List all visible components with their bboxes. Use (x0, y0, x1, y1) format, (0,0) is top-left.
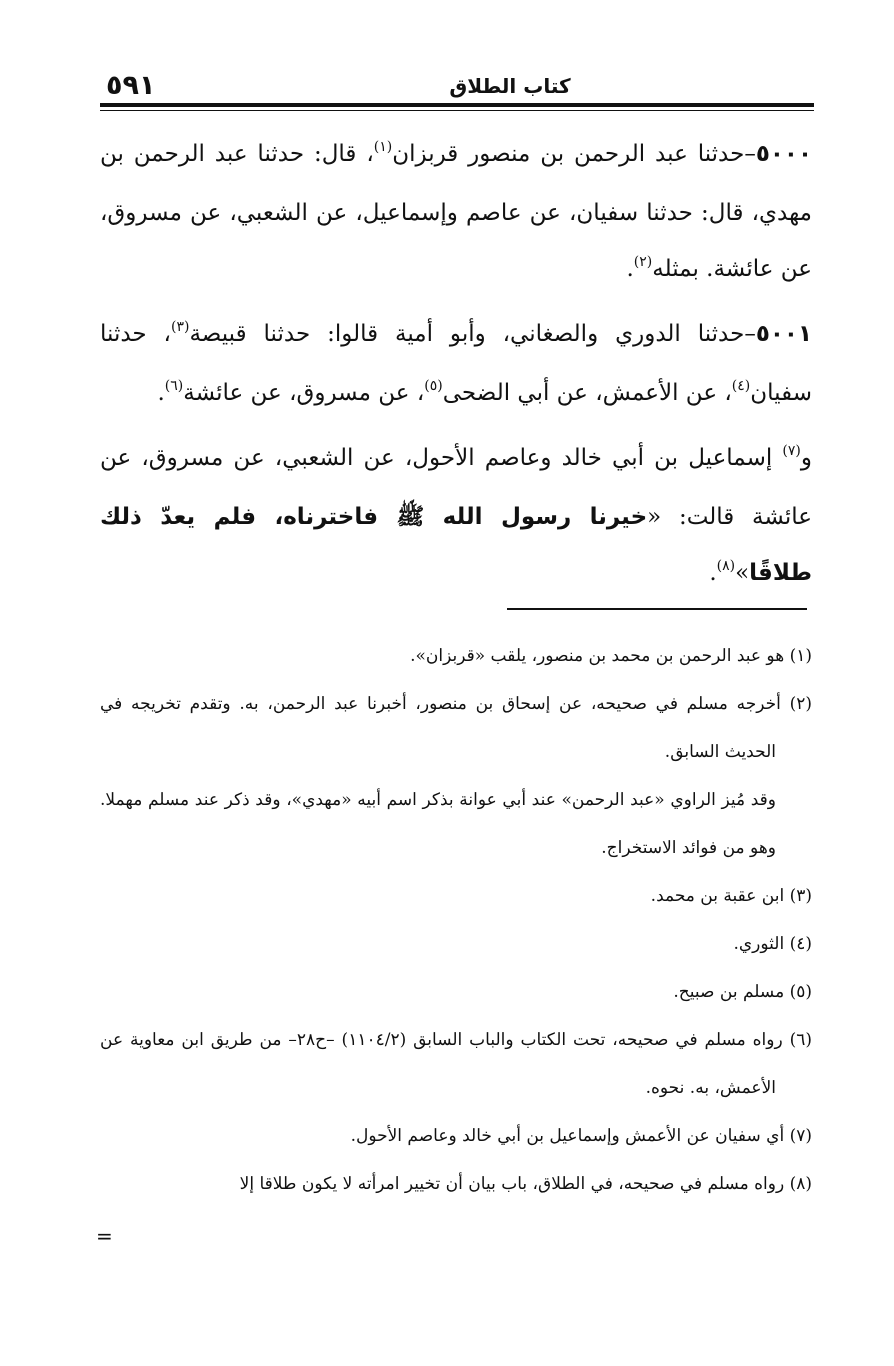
footnote-6: (٦) رواه مسلم في صحيحه، تحت الكتاب والباب السابق (١١٠٤/٢) –ح٢٨– من طريق ابن معاوية عن الأعمش، به. نحوه. (100, 1030, 812, 1098)
footnote-ref: (٨) (716, 558, 736, 574)
footnote-ref: (٢) (633, 254, 653, 270)
continuation-mark: = (96, 1224, 113, 1248)
footnotes (100, 632, 812, 1208)
footnote-2: (٢) أخرجه مسلم في صحيحه، عن إسحاق بن منصور، أخبرنا عبد الرحمن، به. وتقدم تخريجه في الحديث السابق. (100, 694, 812, 762)
footnote-7: (٧) أي سفيان عن الأعمش وإسماعيل بن أبي خالد وعاصم الأحول. (350, 1126, 812, 1146)
hadith-text: ، عن الأعمش، عن أبي الضحى (442, 380, 732, 406)
footnote-ref: (٣) (170, 319, 190, 335)
hadith-text: ، قال: حدثنا عبد الرحمن بن مهدي، قال: حدثنا سفيان، عن عاصم وإسماعيل، عن الشعبي، عن مسروق، عن عائشة. بمثله (100, 141, 812, 282)
footnote-3: (٣) ابن عقبة بن محمد. (650, 886, 812, 906)
footnote-ref: (٥) (424, 378, 443, 394)
footnote-4: (٤) الثوري. (733, 934, 812, 954)
hadith-continuation (100, 430, 812, 604)
hadith-text: . (626, 256, 634, 282)
hadith-text: . (157, 380, 165, 406)
hadith-5001 (100, 306, 812, 424)
hadith-text: » (735, 560, 750, 586)
hadith-text: إسماعيل بن أبي خالد وعاصم الأحول، عن الشعبي، عن مسروق، عن عائشة قالت: « (100, 445, 812, 530)
hadith-text: –حدثنا الدوري والصغاني، وأبو أمية قالوا: حدثنا قبيصة (189, 321, 756, 347)
hadith-5000 (100, 126, 812, 300)
page-number: ٥٩١ (106, 70, 156, 101)
hadith-text: ، عن مسروق، عن عائشة (183, 380, 425, 406)
header-rule-thin (100, 110, 814, 111)
footnote-separator (507, 608, 807, 610)
footnote-2-continued: وقد مُيز الراوي «عبد الرحمن» عند أبي عوانة بذكر اسم أبيه «مهدي»، وقد ذكر عند مسلم مهملا. وهو من فوائد الاستخراج. (100, 790, 776, 858)
footnote-ref: (٧) (782, 443, 801, 459)
footnote-5: (٥) مسلم بن صبيح. (673, 982, 812, 1002)
main-text (100, 126, 812, 604)
running-title: كتاب الطلاق (449, 74, 571, 98)
hadith-text: –حدثنا عبد الرحمن بن منصور قربزان (392, 141, 756, 167)
header-rule-thick (100, 103, 814, 107)
hadith-text: ، حدثنا سفيان (100, 321, 812, 406)
hadith-matn-bold: خيرنا رسول الله ﷺ فاخترناه، فلم يعدّ ذلك طلاقًا (100, 504, 812, 586)
running-header (100, 70, 814, 104)
hadith-text: و (800, 445, 812, 471)
footnote-8: (٨) رواه مسلم في صحيحه، في الطلاق، باب بيان أن تخيير امرأته لا يكون طلاقا إلا (239, 1174, 812, 1194)
hadith-number: ٥٠٠٠ (755, 141, 812, 167)
footnote-ref: (١) (373, 139, 393, 155)
footnote-1: (١) هو عبد الرحمن بن محمد بن منصور، يلقب «قربزان». (410, 646, 812, 666)
hadith-number: ٥٠٠١ (755, 321, 812, 347)
footnote-ref: (٦) (164, 378, 184, 394)
footnote-ref: (٤) (731, 378, 751, 394)
hadith-text: . (709, 560, 717, 586)
